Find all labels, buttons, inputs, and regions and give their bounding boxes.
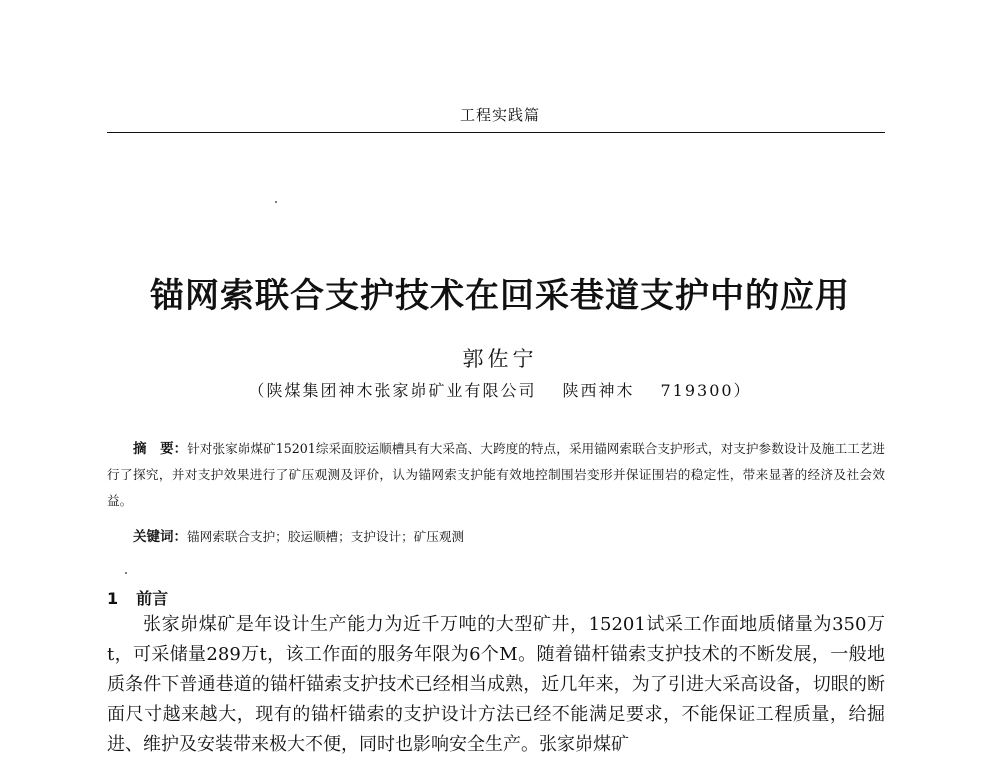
running-header: 工程实践篇 (459, 106, 540, 124)
abstract-label: 摘 要： (133, 441, 188, 457)
section-title: 前言 (136, 589, 169, 608)
abstract-text: 针对张家峁煤矿15201综采面胶运顺槽具有大采高、大跨度的特点，采用锚网索联合支护形式，对支护参数设计及施工工艺进行了探究，并对支护效果进行了矿压观测及评价，认为锚网索支护能有效地控制围岩变形并保证围岩的稳定性，带来显著的经济及社会效益。 (107, 441, 885, 508)
scan-speck (275, 201, 277, 203)
affiliation-open-paren: （ (248, 381, 267, 400)
header-rule (107, 132, 885, 133)
affiliation (0, 378, 1000, 401)
affiliation-postcode: 719300 (660, 381, 734, 400)
keywords-label: 关键词： (133, 529, 187, 545)
paper-title: 锚网索联合支护技术在回采巷道支护中的应用 (150, 276, 850, 316)
affiliation-org: 陕煤集团神木张家峁矿业有限公司 (266, 381, 537, 400)
keywords-text: 锚网索联合支护；胶运顺槽；支护设计；矿压观测 (187, 529, 465, 544)
affiliation-place: 陕西神木 (562, 381, 635, 400)
section-number: 1 (107, 589, 119, 608)
scan-speck (125, 572, 127, 574)
affiliation-close-paren: ） (733, 381, 752, 400)
author-name: 郭佐宁 (462, 347, 538, 371)
body-paragraph: 张家峁煤矿是年设计生产能力为近千万吨的大型矿井，15201试采工作面地质储量为350万t，可采储量289万t，该工作面的服务年限为6个M。随着锚杆锚索支护技术的不断发展，一般地质条件下普通巷道的锚杆锚索支护技术已经相当成熟，近几年来，为了引进大采高设备，切眼的断面尺寸越来越大，现有的锚杆锚索的支护设计方法已经不能满足要求，不能保证工程质量，给掘进、维护及安装带来极大不便，同时也影响安全生产。张家峁煤矿 (107, 614, 885, 755)
keywords (133, 524, 885, 550)
abstract (107, 436, 885, 514)
section-heading (107, 586, 168, 609)
